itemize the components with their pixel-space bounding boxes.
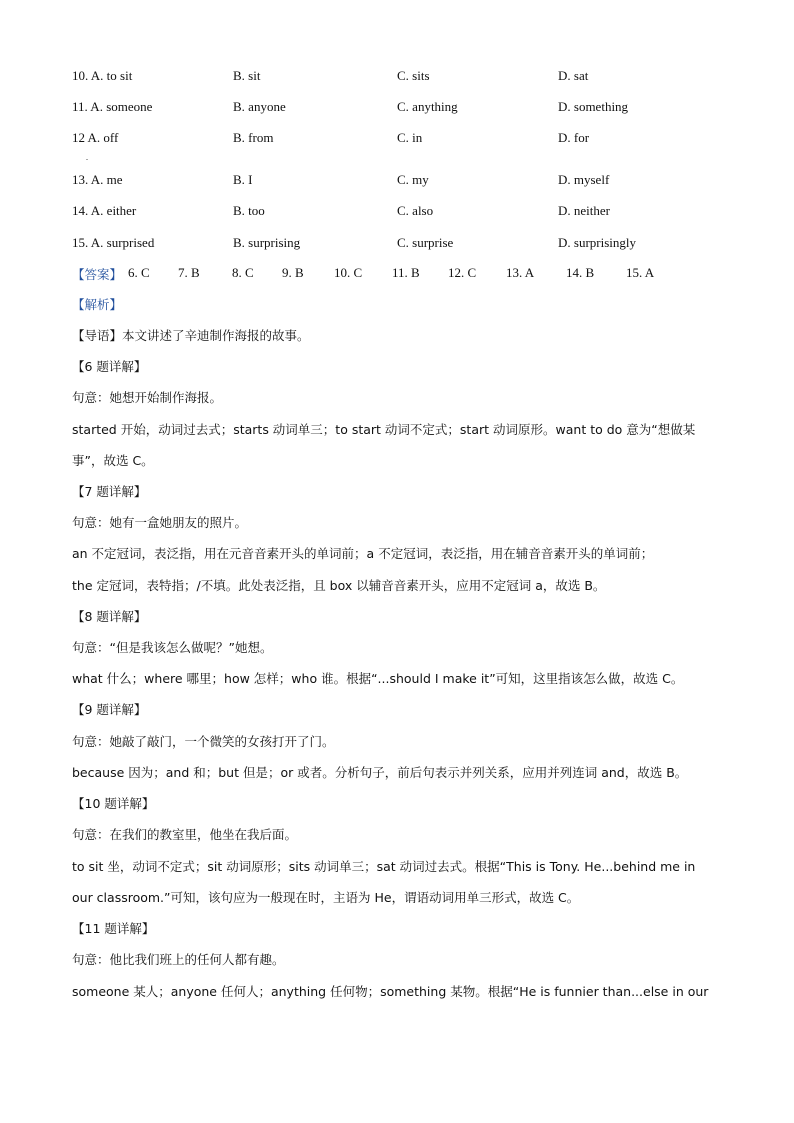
q10-meaning: 句意：在我们的教室里，他坐在我后面。 <box>72 827 298 842</box>
q10-heading: 【10 题详解】 <box>72 796 155 811</box>
option-a: 15. A. surprised <box>72 235 155 250</box>
answer-item: 13. A <box>506 265 535 280</box>
q6-meaning: 句意：她想开始制作海报。 <box>72 390 223 405</box>
option-a: 11. A. someone <box>72 99 153 114</box>
answer-label: 【答案】 <box>72 267 123 282</box>
option-d: D. neither <box>558 203 610 218</box>
option-row-13 <box>72 172 732 192</box>
q7-heading: 【7 题详解】 <box>72 484 147 499</box>
analysis-heading: 【解析】 <box>72 297 123 312</box>
option-d: D. sat <box>558 68 589 83</box>
answer-item: 12. C <box>448 265 477 280</box>
answer-item: 11. B <box>392 265 420 280</box>
q9-meaning: 句意：她敲了敲门，一个微笑的女孩打开了门。 <box>72 734 335 749</box>
option-d: D. myself <box>558 172 610 187</box>
option-c: C. anything <box>397 99 458 114</box>
answer-item: 7. B <box>178 265 200 280</box>
option-b: B. I <box>233 172 253 187</box>
q11-explain: someone 某人；anyone 任何人；anything 任何物；something 某物。根据“He is funnier than...else in our <box>72 984 709 999</box>
q10-explain-cont: our classroom.”可知，该句应为一般现在时，主语为 He，谓语动词用单三形式，故选 C。 <box>72 890 580 905</box>
answer-item: 14. B <box>566 265 595 280</box>
option-b: B. from <box>233 130 274 145</box>
option-row-11 <box>72 99 732 119</box>
answer-item: 8. C <box>232 265 254 280</box>
q9-explain: because 因为；and 和；but 但是；or 或者。分析句子，前后句表示并列关系，应用并列连词 and，故选 B。 <box>72 765 688 780</box>
option-row-12 <box>72 130 732 150</box>
scan-artifact-dot: . <box>86 153 88 162</box>
option-a: 12 A. off <box>72 130 119 145</box>
option-row-10 <box>72 68 732 88</box>
option-b: B. sit <box>233 68 261 83</box>
option-c: C. surprise <box>397 235 454 250</box>
option-c: C. also <box>397 203 434 218</box>
q8-heading: 【8 题详解】 <box>72 609 147 624</box>
option-c: C. in <box>397 130 423 145</box>
option-row-14 <box>72 203 732 223</box>
option-a: 13. A. me <box>72 172 123 187</box>
q8-explain: what 什么；where 哪里；how 怎样；who 谁。根据“...should I make it”可知，这里指该怎么做，故选 C。 <box>72 671 684 686</box>
option-d: D. surprisingly <box>558 235 636 250</box>
option-b: B. too <box>233 203 265 218</box>
option-a: 14. A. either <box>72 203 137 218</box>
answer-item: 15. A <box>626 265 655 280</box>
q6-heading: 【6 题详解】 <box>72 359 147 374</box>
answer-key-row <box>72 265 732 285</box>
q11-heading: 【11 题详解】 <box>72 921 155 936</box>
q8-meaning: 句意：“但是我该怎么做呢？”她想。 <box>72 640 273 655</box>
answer-item: 6. C <box>128 265 150 280</box>
option-c: C. my <box>397 172 429 187</box>
q7-meaning: 句意：她有一盒她朋友的照片。 <box>72 515 248 530</box>
option-a: 10. A. to sit <box>72 68 133 83</box>
option-b: B. surprising <box>233 235 301 250</box>
option-d: D. for <box>558 130 590 145</box>
q10-explain: to sit 坐，动词不定式；sit 动词原形；sits 动词单三；sat 动词过去式。根据“This is Tony. He...behind me in <box>72 859 696 874</box>
answer-item: 10. C <box>334 265 363 280</box>
option-row-15 <box>72 235 732 255</box>
q7-explain-cont: the 定冠词，表特指；/不填。此处表泛指，且 box 以辅音音素开头，应用不定冠词 a，故选 B。 <box>72 578 606 593</box>
option-b: B. anyone <box>233 99 286 114</box>
q11-meaning: 句意：他比我们班上的任何人都有趣。 <box>72 952 285 967</box>
q7-explain: an 不定冠词，表泛指，用在元音音素开头的单词前；a 不定冠词，表泛指，用在辅音音素开头的单词前； <box>72 546 654 561</box>
q6-explain-cont: 事”，故选 C。 <box>72 453 154 468</box>
q9-heading: 【9 题详解】 <box>72 702 147 717</box>
option-d: D. something <box>558 99 629 114</box>
option-c: C. sits <box>397 68 430 83</box>
q6-explain: started 开始，动词过去式；starts 动词单三；to start 动词不定式；start 动词原形。want to do 意为“想做某 <box>72 422 696 437</box>
intro-line: 【导语】本文讲述了辛迪制作海报的故事。 <box>72 328 310 343</box>
answer-item: 9. B <box>282 265 304 280</box>
